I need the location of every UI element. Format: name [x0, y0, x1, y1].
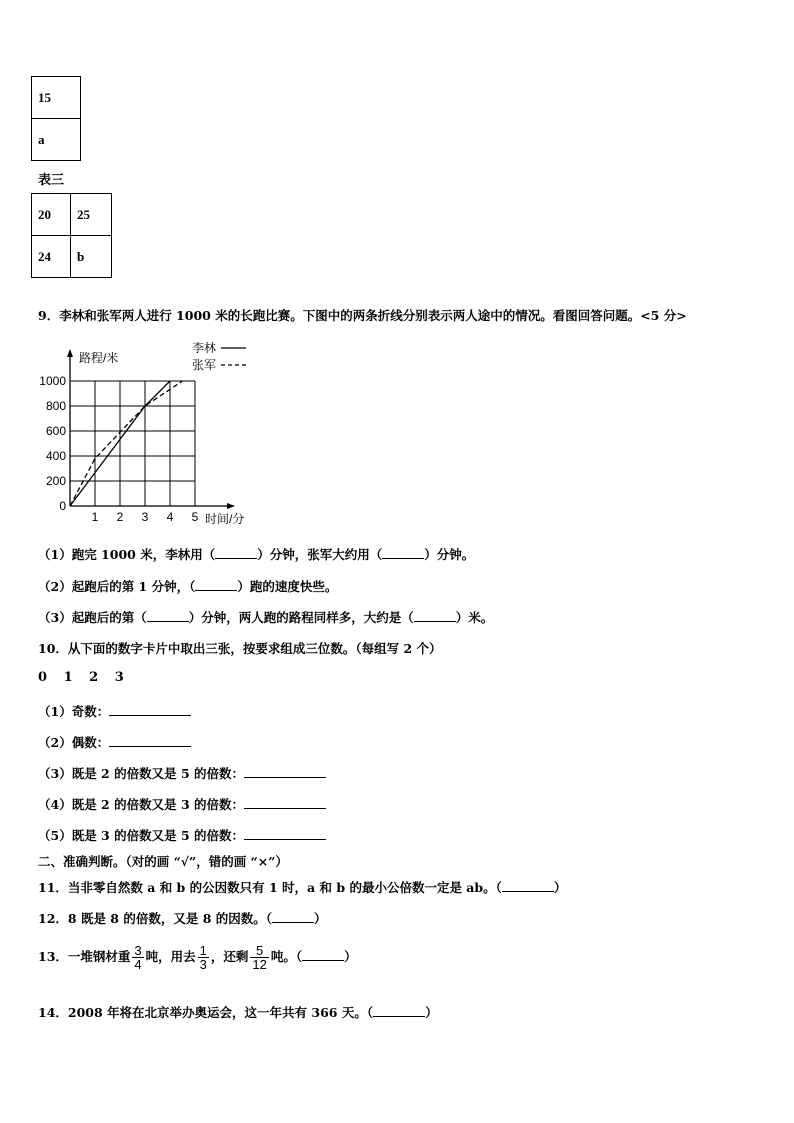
answer-blank[interactable]	[147, 611, 189, 622]
x-axis-arrow	[227, 503, 235, 509]
series-line-张军	[70, 381, 183, 506]
table3	[31, 193, 112, 278]
answer-blank[interactable]	[244, 767, 326, 778]
x-tick-label: 5	[191, 510, 199, 524]
answer-blank[interactable]	[373, 1006, 425, 1017]
q10-sub2: （2）偶数：	[38, 733, 191, 751]
table-cell: 24	[32, 236, 71, 278]
answer-blank[interactable]	[502, 881, 554, 892]
table3-title: 表三	[38, 173, 65, 188]
q9-sub3: （3）起跑后的第（ ）分钟，两人跑的路程同样多，大约是（ ）米。	[38, 610, 494, 625]
answer-blank[interactable]	[272, 912, 314, 923]
table-cell: a	[32, 119, 81, 161]
q10-sub4: （4）既是 2 的倍数又是 3 的倍数：	[38, 795, 326, 813]
y-tick-label: 0	[59, 499, 66, 513]
x-tick-label: 4	[166, 510, 174, 524]
digit-card: 0	[38, 670, 48, 685]
fraction: $\frac{1}{3}$	[199, 943, 207, 972]
answer-blank[interactable]	[382, 548, 424, 559]
top-table	[31, 76, 81, 161]
q13-text: 13．一堆钢材重 $\frac{3}{4}$ 吨，用去 $\frac{1}{3}$ ，还剩 $\frac{5}{12}$ 吨。（ ）	[38, 943, 357, 972]
x-tick-label: 1	[91, 510, 99, 524]
digit-cards	[38, 670, 124, 685]
table-cell: 20	[32, 194, 71, 236]
digit-card: 3	[114, 670, 124, 685]
answer-blank[interactable]	[302, 950, 344, 961]
q10-sub5: （5）既是 3 的倍数又是 5 的倍数：	[38, 826, 326, 844]
digit-card: 1	[63, 670, 73, 685]
table-cell: b	[71, 236, 112, 278]
q11-text: 11．当非零自然数 a 和 b 的公因数只有 1 时，a 和 b 的最小公倍数一定是 ab。（ ）	[38, 880, 567, 895]
table-cell: 15	[32, 77, 81, 119]
answer-blank[interactable]	[215, 548, 257, 559]
y-tick-label: 200	[45, 474, 66, 488]
q10-sub1: （1）奇数：	[38, 702, 191, 720]
fraction: $\frac{5}{12}$	[252, 943, 267, 972]
y-tick-label: 400	[45, 449, 66, 463]
legend-label: 李林	[192, 341, 217, 355]
y-axis-label: 路程/米	[79, 351, 119, 365]
answer-blank[interactable]	[244, 798, 326, 809]
answer-blank[interactable]	[414, 611, 456, 622]
q9-text: 9．李林和张军两人进行 1000 米的长跑比赛。下图中的两条折线分别表示两人途中的情况。看图回答问题。<5 分>	[38, 308, 687, 323]
q10-sub3: （3）既是 2 的倍数又是 5 的倍数：	[38, 764, 326, 782]
q14-text: 14．2008 年将在北京举办奥运会，这一年共有 366 天。（ ）	[38, 1005, 438, 1020]
answer-blank[interactable]	[109, 736, 191, 747]
q10-text: 10．从下面的数字卡片中取出三张，按要求组成三位数。（每组写 2 个）	[38, 641, 442, 656]
distance-time-chart	[32, 336, 292, 526]
legend-label: 张军	[192, 358, 217, 372]
answer-blank[interactable]	[109, 705, 191, 716]
digit-card: 2	[89, 670, 99, 685]
table-cell: 25	[71, 194, 112, 236]
q9-sub2: （2）起跑后的第 1 分钟，（ ）跑的速度快些。	[38, 579, 338, 594]
x-tick-label: 2	[116, 510, 124, 524]
answer-blank[interactable]	[244, 829, 326, 840]
answer-blank[interactable]	[195, 580, 237, 591]
x-tick-label: 3	[141, 510, 149, 524]
fraction: $\frac{3}{4}$	[134, 943, 142, 972]
y-tick-label: 1000	[39, 374, 66, 388]
y-tick-label: 800	[45, 399, 66, 413]
q9-sub1: （1）跑完 1000 米，李林用（ ）分钟，张军大约用（ ）分钟。	[38, 547, 475, 562]
y-axis-arrow	[67, 349, 73, 357]
x-axis-label: 时间/分	[205, 512, 245, 526]
q12-text: 12．8 既是 8 的倍数，又是 8 的因数。（ ）	[38, 911, 327, 926]
section-heading: 二、准确判断。（对的画 “√”，错的画 “×”）	[38, 854, 288, 869]
y-tick-label: 600	[45, 424, 66, 438]
